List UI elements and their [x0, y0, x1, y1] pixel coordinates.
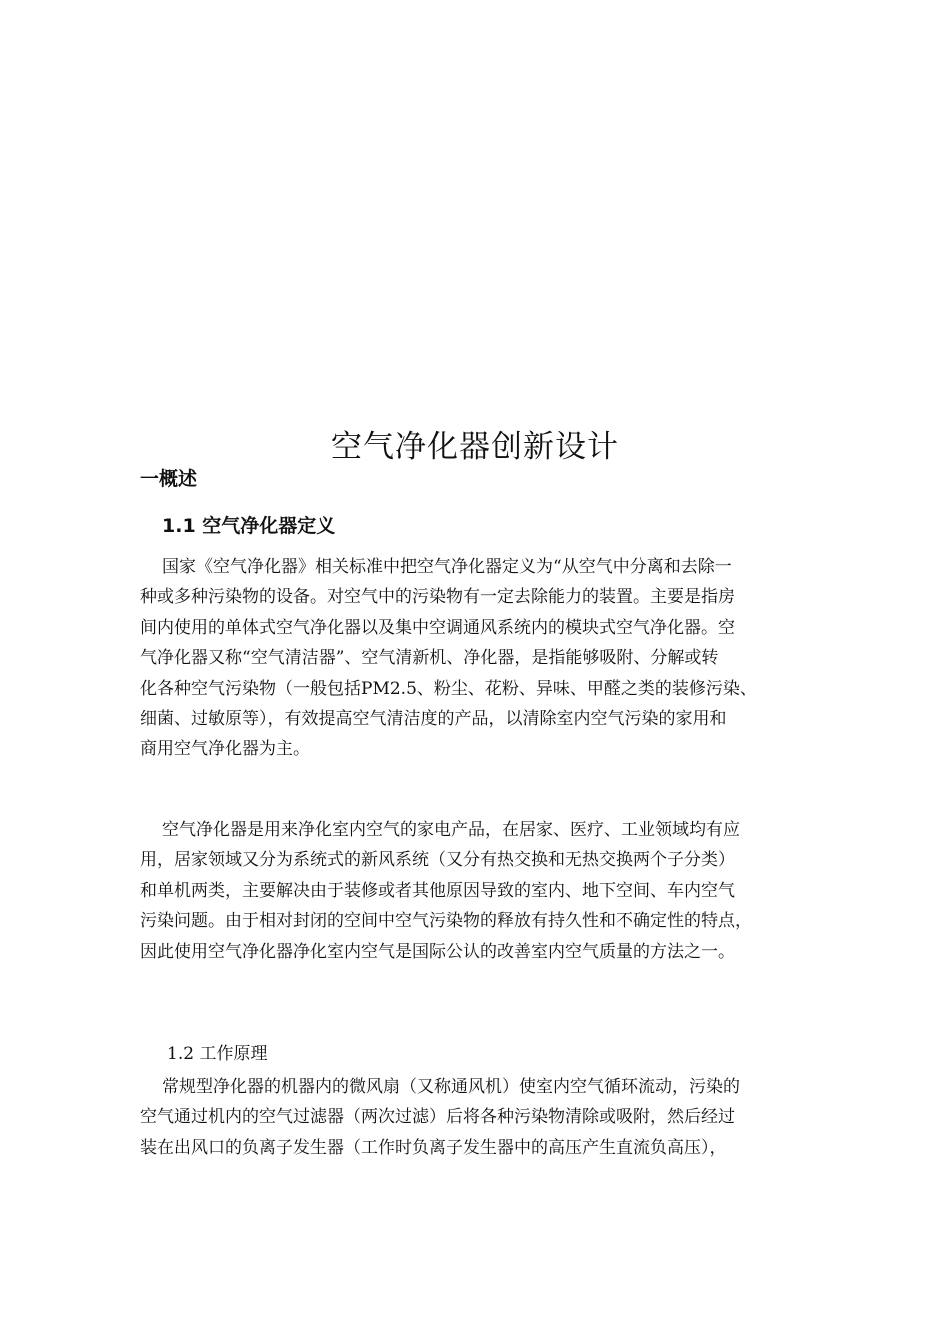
text-line: 间内使用的单体式空气净化器以及集中空调通风系统内的模块式空气净化器。空	[140, 617, 735, 638]
text-line: 商用空气净化器为主。	[140, 739, 310, 760]
text-line: 气净化器又称“空气清洁器”、空气清新机、净化器，是指能够吸附、分解或转	[140, 648, 719, 669]
text-line: 细菌、过敏原等），有效提高空气清洁度的产品，以清除室内空气污染的家用和	[140, 708, 727, 729]
paragraph-principle-1	[140, 1072, 840, 1163]
text-line: 常规型净化器的机器内的微风扇（又称通风机）使室内空气循环流动，污染的	[162, 1077, 740, 1097]
text-line: 空气净化器是用来净化室内空气的家电产品，在居家、医疗、工业领域均有应	[162, 820, 740, 840]
text-line: 化各种空气污染物（一般包括PM2.5、粉尘、花粉、异味、甲醛之类的装修污染、	[140, 678, 757, 699]
document-title: 空气净化器创新设计	[331, 429, 619, 465]
subsection-heading-principle: 1.2 工作原理	[167, 1044, 268, 1064]
text-line: 空气通过机内的空气过滤器（两次过滤）后将各种污染物清除或吸附，然后经过	[140, 1107, 735, 1128]
text-line: 因此使用空气净化器净化室内空气是国际公认的改善室内空气质量的方法之一。	[140, 941, 735, 962]
text-line: 用，居家领域又分为系统式的新风系统（又分有热交换和无热交换两个子分类）	[140, 850, 735, 871]
text-line: 污染问题。由于相对封闭的空间中空气污染物的释放有持久性和不确定性的特点，	[140, 911, 752, 932]
subsection-heading-definition: 1.1 空气净化器定义	[162, 515, 336, 537]
text-line: 国家《空气净化器》相关标准中把空气净化器定义为“从空气中分离和去除一	[162, 557, 732, 577]
text-line: 种或多种污染物的设备。对空气中的污染物有一定去除能力的装置。主要是指房	[140, 587, 735, 608]
section-heading-overview: 一概述	[140, 468, 198, 490]
paragraph-definition-2	[140, 815, 840, 967]
text-line: 装在出风口的负离子发生器（工作时负离子发生器中的高压产生直流负高压），	[140, 1137, 727, 1158]
text-line: 和单机两类，主要解决由于装修或者其他原因导致的室内、地下空间、车内空气	[140, 880, 735, 901]
paragraph-definition-1	[140, 552, 840, 765]
